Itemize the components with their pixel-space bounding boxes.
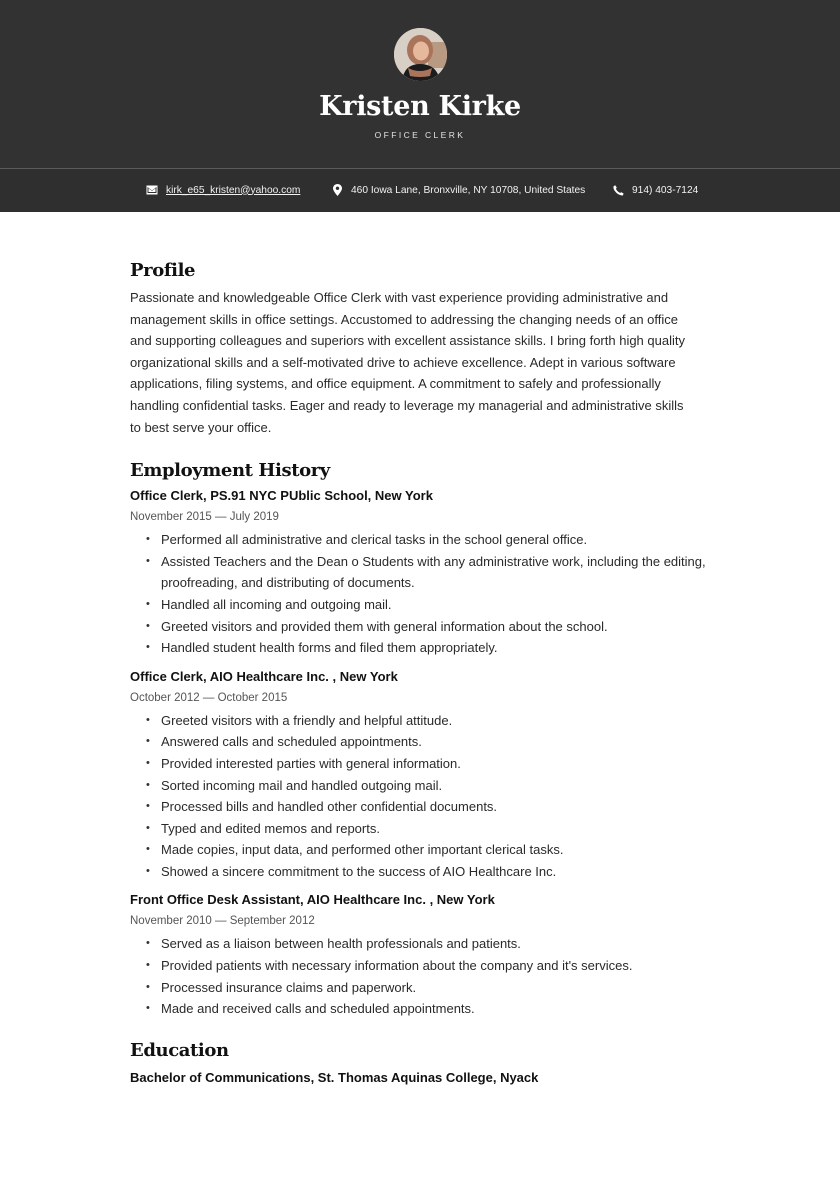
contact-email	[146, 182, 300, 198]
profile-line: Passionate and knowledgeable Office Clerk with vast experience providing administrative and	[130, 290, 669, 305]
job-bullet: • Showed a sincere commitment to the success of AIO Healthcare Inc.	[146, 863, 557, 879]
job-bullet: • Performed all administrative and clerical tasks in the school general office.	[146, 532, 588, 548]
job-bullet-continuation: proofreading, and distributing of documents.	[161, 575, 415, 591]
job-bullet: • Sorted incoming mail and handled outgoing mail.	[146, 777, 443, 793]
job-title: Office Clerk, AIO Healthcare Inc. , New York	[130, 668, 398, 684]
job-bullets	[130, 933, 720, 1019]
job-entry	[130, 890, 720, 1019]
job-bullet: • Made copies, input data, and performed other important clerical tasks.	[146, 842, 564, 858]
contact-address	[331, 182, 585, 198]
profile-summary	[130, 287, 712, 438]
contact-phone	[612, 182, 698, 198]
email-link[interactable]: kirk_e65_kristen@yahoo.com	[166, 184, 301, 196]
profile-line: handling confidential tasks. Eager and ready to leverage my managerial and administrative skills	[130, 397, 684, 413]
job-bullet: • Handled student health forms and filed them appropriately.	[146, 640, 498, 656]
resume-header	[0, 0, 840, 168]
job-bullet: • Greeted visitors with a friendly and helpful attitude.	[146, 712, 453, 728]
contact-bar	[0, 169, 840, 212]
candidate-job-title: OFFICE CLERK	[374, 130, 466, 140]
job-title: Office Clerk, PS.91 NYC PUblic School, New York	[130, 488, 433, 504]
candidate-name: Kristen Kirke	[319, 91, 521, 122]
envelope-icon	[146, 184, 158, 196]
education-section	[130, 1038, 720, 1088]
section-title-education: Education	[130, 1039, 229, 1061]
profile-photo-icon	[394, 28, 447, 81]
phone-icon	[612, 184, 624, 196]
section-title-profile: Profile	[130, 260, 196, 281]
profile-section	[130, 258, 720, 438]
job-bullet: • Assisted Teachers and the Dean o Students with any administrative work, including the editing,	[146, 553, 706, 569]
avatar	[394, 28, 447, 81]
job-bullet: • Processed insurance claims and paperwork.	[146, 979, 417, 995]
job-bullet: • Provided patients with necessary information about the company and it's services.	[146, 958, 633, 974]
profile-line: organizational skills and a self-motivated drive to achieve excellence. Adept in various software	[130, 354, 676, 370]
job-bullets	[130, 710, 720, 883]
profile-line: applications, filing systems, and office equipment. A commitment to safely and professionally	[130, 376, 661, 392]
profile-line: and supporting colleagues and superiors with excellent assistance skills. I bring forth high quality	[130, 333, 685, 349]
job-bullet: • Answered calls and scheduled appointments.	[146, 734, 422, 750]
section-title-employment: Employment History	[130, 460, 330, 482]
job-bullet: • Made and received calls and scheduled appointments.	[146, 1001, 475, 1017]
employment-section	[130, 458, 720, 1020]
education-entry: Bachelor of Communications, St. Thomas Aquinas College, Nyack	[130, 1069, 539, 1085]
job-bullet: • Provided interested parties with general information.	[146, 755, 461, 771]
job-bullet: • Handled all incoming and outgoing mail.	[146, 596, 392, 612]
job-dates: October 2012 — October 2015	[130, 691, 288, 704]
job-bullet: • Processed bills and handled other confidential documents.	[146, 799, 498, 815]
address-text: 460 Iowa Lane, Bronxville, NY 10708, United States	[351, 184, 586, 196]
profile-line: to best serve your office.	[130, 419, 272, 435]
job-title: Front Office Desk Assistant, AIO Healthcare Inc. , New York	[130, 892, 495, 908]
job-dates: November 2015 — July 2019	[130, 511, 279, 524]
profile-line: management skills in office settings. Accustomed to addressing the changing needs of an office	[130, 311, 679, 327]
map-pin-icon	[331, 184, 343, 196]
resume-body	[130, 258, 720, 1088]
job-dates: November 2010 — September 2012	[130, 915, 315, 928]
job-bullet: • Served as a liaison between health professionals and patients.	[146, 936, 521, 952]
job-entry	[130, 486, 720, 659]
job-entry	[130, 667, 720, 883]
job-bullet: • Greeted visitors and provided them with general information about the school.	[146, 618, 608, 634]
job-bullet: • Typed and edited memos and reports.	[146, 820, 380, 836]
job-bullets	[130, 529, 720, 659]
phone-text: 914) 403-7124	[632, 184, 699, 196]
